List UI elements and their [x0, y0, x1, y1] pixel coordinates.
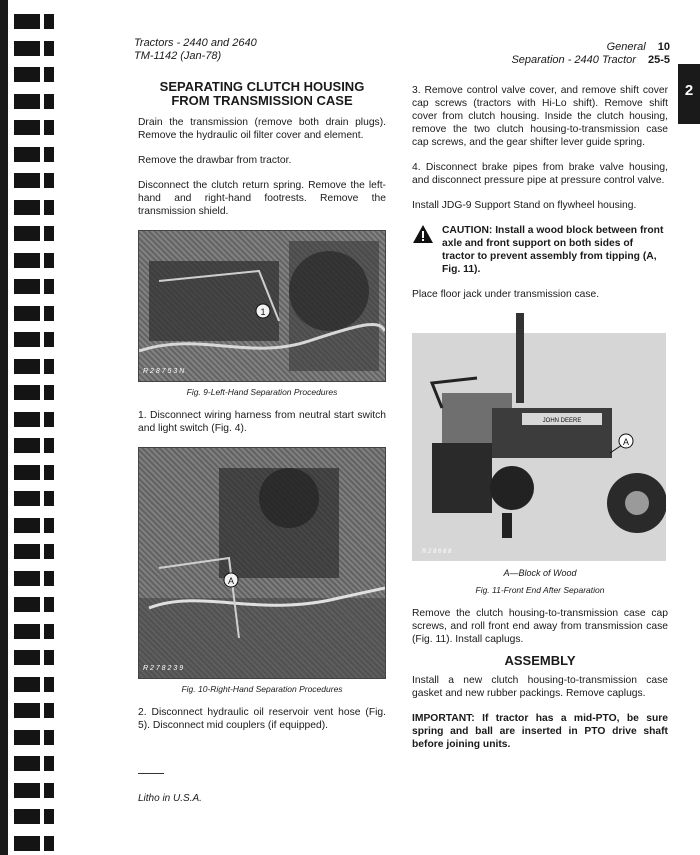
para-clutch-spring: Disconnect the clutch return spring. Remove the left-hand and right-hand footrests. Remove the transmission shield. [138, 180, 386, 217]
binding-hole [14, 253, 54, 268]
para-assembly: Install a new clutch housing-to-transmission case gasket and new rubber packings. Remove caplugs. [412, 675, 668, 699]
footer-text: Litho in U.S.A. [138, 793, 202, 804]
fig10-illustration [139, 448, 385, 678]
fig11-label: A—Block of Wood [503, 568, 577, 578]
header-section-number: 10 [657, 41, 670, 53]
para-roll-front-end: Remove the clutch housing-to-transmission case cap screws, and roll front end away from transmission case (Fig. 11). Install caplugs. [412, 608, 668, 645]
para-drawbar: Remove the drawbar from tractor. [138, 155, 292, 166]
binding-hole [14, 703, 54, 718]
binding-hole [14, 809, 54, 824]
binding-hole [14, 836, 54, 851]
binding-hole [14, 677, 54, 692]
fig10-photo [138, 447, 386, 679]
binding-hole [14, 571, 54, 586]
fig10-code: R 2 7 8 2 3 9 [143, 665, 184, 672]
binding-hole [14, 120, 54, 135]
binding-hole [14, 385, 54, 400]
section-heading: SEPARATING CLUTCH HOUSING FROM TRANSMISSION CASE [159, 79, 365, 108]
header-section: General [606, 41, 646, 53]
fig9-illustration [139, 231, 385, 381]
binding-hole [14, 94, 54, 109]
fig11-brand: JOHN DEERE [542, 418, 582, 424]
fig9-code: R 2 8 7 5 3 N [143, 368, 185, 375]
binding-hole [14, 226, 54, 241]
manual-page [70, 0, 700, 855]
header-page-number: 25-5 [647, 54, 670, 66]
fig10-caption: Fig. 10-Right-Hand Separation Procedures [181, 684, 343, 694]
header-right [511, 41, 670, 67]
binding-hole [14, 491, 54, 506]
step-3: 3. Remove control valve cover, and remove shift cover cap screws (tractors with Hi-Lo shift). Remove shift cover from clutch housing. Inside the clutch housing, remove the two clutch housing-to-transmission case cap screws, and the gear shifter lever guide spring. [412, 85, 668, 148]
binding-hole [14, 783, 54, 798]
header-title: Tractors - 2440 and 2640 [134, 37, 257, 49]
fig11-illustration [412, 313, 666, 561]
fig11-photo [412, 313, 666, 561]
binding-hole [14, 412, 54, 427]
binding-hole [14, 730, 54, 745]
binding-hole [14, 650, 54, 665]
binding-hole [14, 14, 54, 29]
binding-hole [14, 544, 54, 559]
binding-hole [14, 332, 54, 347]
binding-hole [14, 438, 54, 453]
fig9-photo [138, 230, 386, 382]
binding-hole [14, 279, 54, 294]
header-subsection: Separation - 2440 Tractor [511, 54, 636, 66]
binding-hole [14, 200, 54, 215]
binding-hole [14, 41, 54, 56]
caution-block [412, 224, 668, 276]
para-floor-jack: Place floor jack under transmission case. [412, 289, 600, 300]
fig11-caption: Fig. 11-Front End After Separation [475, 585, 605, 595]
caution-text: CAUTION: Install a wood block between front axle and front support on both sides of tractor to prevent assembly from tipping (A, Fig. 11). [442, 225, 664, 275]
section-tab: 2 [678, 64, 700, 124]
fig11-code: R 2 8 6 8 8 [422, 549, 452, 555]
fig11-callout-a: A [622, 437, 630, 447]
footer-rule [138, 773, 164, 774]
right-column [412, 84, 668, 763]
binding-hole [14, 359, 54, 374]
step-4: 4. Disconnect brake pipes from brake valve housing, and disconnect pressure pipe at pressure control valve. [412, 162, 668, 186]
binding-edge [0, 0, 8, 855]
binding-hole [14, 597, 54, 612]
fig9-callout-1: 1 [260, 307, 266, 317]
para-support-stand: Install JDG-9 Support Stand on flywheel housing. [412, 200, 637, 211]
assembly-heading: ASSEMBLY [504, 653, 576, 668]
binding-hole [14, 147, 54, 162]
fig9-caption: Fig. 9-Left-Hand Separation Procedures [186, 387, 338, 397]
left-column [138, 80, 386, 744]
step-2: 2. Disconnect hydraulic oil reservoir vent hose (Fig. 5). Disconnect mid couplers (if equipped). [138, 707, 386, 731]
warning-icon [412, 224, 434, 244]
header-tm: TM-1142 (Jan-78) [134, 50, 222, 62]
binding-hole [14, 306, 54, 321]
binding-hole [14, 173, 54, 188]
binding-hole [14, 67, 54, 82]
binding-hole [14, 465, 54, 480]
header-left [134, 37, 257, 63]
binding-hole [14, 624, 54, 639]
step-1: 1. Disconnect wiring harness from neutral start switch and light switch (Fig. 4). [138, 410, 386, 434]
important-note: IMPORTANT: If tractor has a mid-PTO, be sure spring and ball are inserted in PTO drive shaft before joining units. [412, 713, 668, 750]
para-drain: Drain the transmission (remove both drain plugs). Remove the hydraulic oil filter cover and element. [138, 117, 386, 141]
fig10-callout-a: A [227, 576, 235, 586]
binding-hole [14, 756, 54, 771]
binding-hole [14, 518, 54, 533]
